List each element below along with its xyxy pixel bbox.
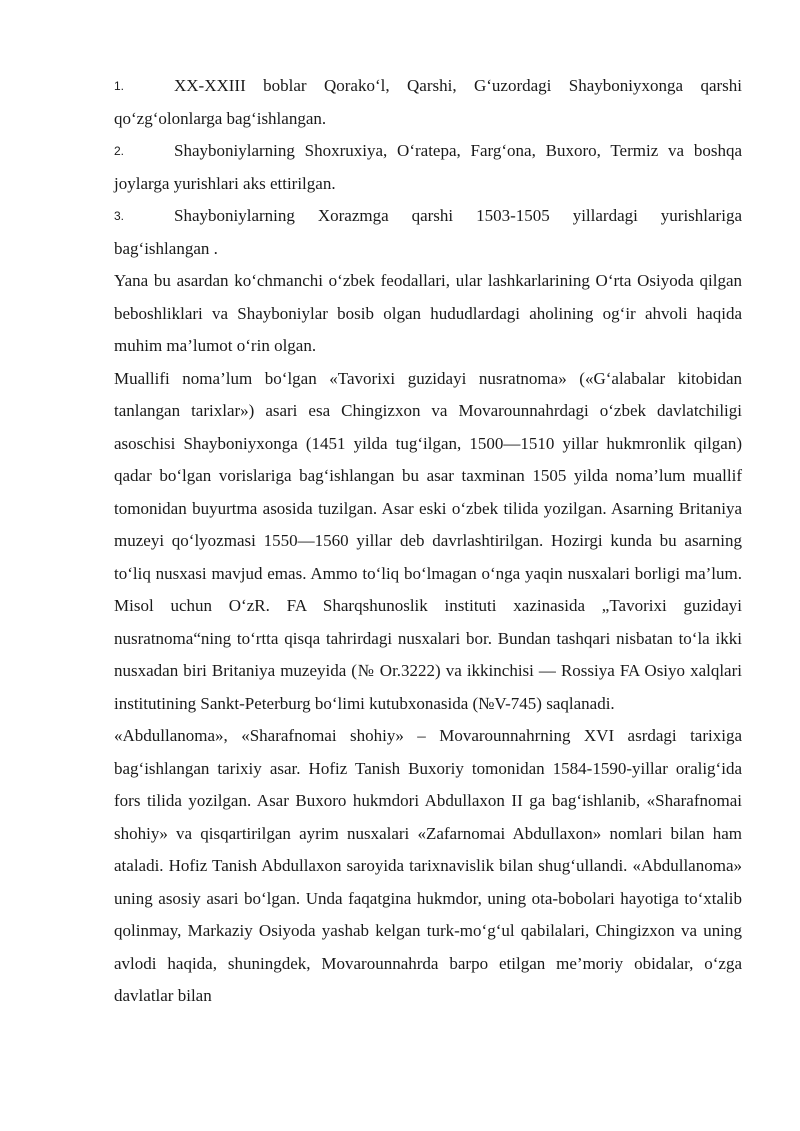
list-item-1	[114, 70, 742, 135]
list-item-text: Shayboniylarning Xorazmga qarshi 1503-1505 yillardagi yurishlariga bag‘ishlangan .	[114, 206, 742, 258]
document-page	[114, 70, 742, 1013]
body-paragraph: Yana bu asardan ko‘chmanchi o‘zbek feodallari, ular lashkarlarining O‘rta Osiyoda qilgan beboshliklari va Shayboniylar bosib olgan hududlardagi aholining og‘ir ahvoli haqida muhim ma’lumot o‘rin olgan.	[114, 271, 742, 355]
body-paragraph: Muallifi noma’lum bo‘lgan «Tavorixi guzidayi nusratnoma» («G‘alabalar kitobidan tanlangan tarixlar») asari esa Chingizxon va Movarounnahrdagi o‘zbek davlatchiligi asoschisi Shayboniyxonga (1451 yilda tug‘ilgan, 1500—1510 yillar hukmronlik qilgan) qadar bo‘lgan vorislariga bag‘ishlangan bu asar taxminan 1505 yilda noma’lum muallif tomonidan buyurtma asosida tuzilgan. Asar eski o‘zbek tilida yozilgan. Asarning Britaniya muzeyi qo‘lyozmasi 1550—1560 yillar deb davrlashtirilgan. Hozirgi kunda bu asarning to‘liq nusxasi mavjud emas. Ammo to‘liq bo‘lmagan o‘nga yaqin nusxalari borligi ma’lum. Misol uchun O‘zR. FA Sharqshunoslik instituti xazinasida „Tavorixi guzidayi nusratnoma“ning to‘rtta qisqa tahrirdagi nusxalari bor. Bundan tashqari nisbatan to‘la ikki nusxadan biri Britaniya muzeyida (№ Or.3222) va ikkinchisi — Rossiya FA Osiyo xalqlari institutining Sankt-Peterburg bo‘limi kutubxonasida (№V-745) saqlanadi.	[114, 368, 742, 713]
body-paragraph: «Abdullanoma», «Sharafnomai shohiy» – Movarounnahrning XVI asrdagi tarixiga bag‘ishlangan tarixiy asar. Hofiz Tanish Buxoriy tomonidan 1584-1590-yillar oralig‘ida fors tilida yozilgan. Asar Buxoro hukmdori Abdullaxon II ga bag‘ishlanib, «Sharafnomai shohiy» va qisqartirilgan ayrim nusxalari «Zafarnomai Abdullaxon» nomlari bilan ham ataladi. Hofiz Tanish Abdullaxon saroyida tarixnavislik bilan shug‘ullandi. «Abdullanoma» uning asosiy asari bo‘lgan. Unda faqatgina hukmdor, uning ota-bobolari hayotiga to‘xtalib qolinmay, Markaziy Osiyoda yashab kelgan turk-mo‘g‘ul qabilalari, Chingizxon va uning avlodi haqida, shuningdek, Movarounnahrda barpo etilgan me’moriy obidalar, o‘zga davlatlar bilan	[114, 726, 742, 1005]
list-item-2	[114, 135, 742, 200]
list-number: 1.	[114, 79, 125, 93]
list-item-3	[114, 200, 742, 265]
list-item-text: XX-XXIII boblar Qorako‘l, Qarshi, G‘uzordagi Shayboniyxonga qarshi qo‘zg‘olonlarga bag‘ishlangan.	[114, 76, 742, 128]
list-item-text: Shayboniylarning Shoxruxiya, O‘ratepa, Farg‘ona, Buxoro, Termiz va boshqa joylarga yurishlari aks ettirilgan.	[114, 141, 742, 193]
list-number: 3.	[114, 209, 125, 223]
list-number: 2.	[114, 144, 125, 158]
